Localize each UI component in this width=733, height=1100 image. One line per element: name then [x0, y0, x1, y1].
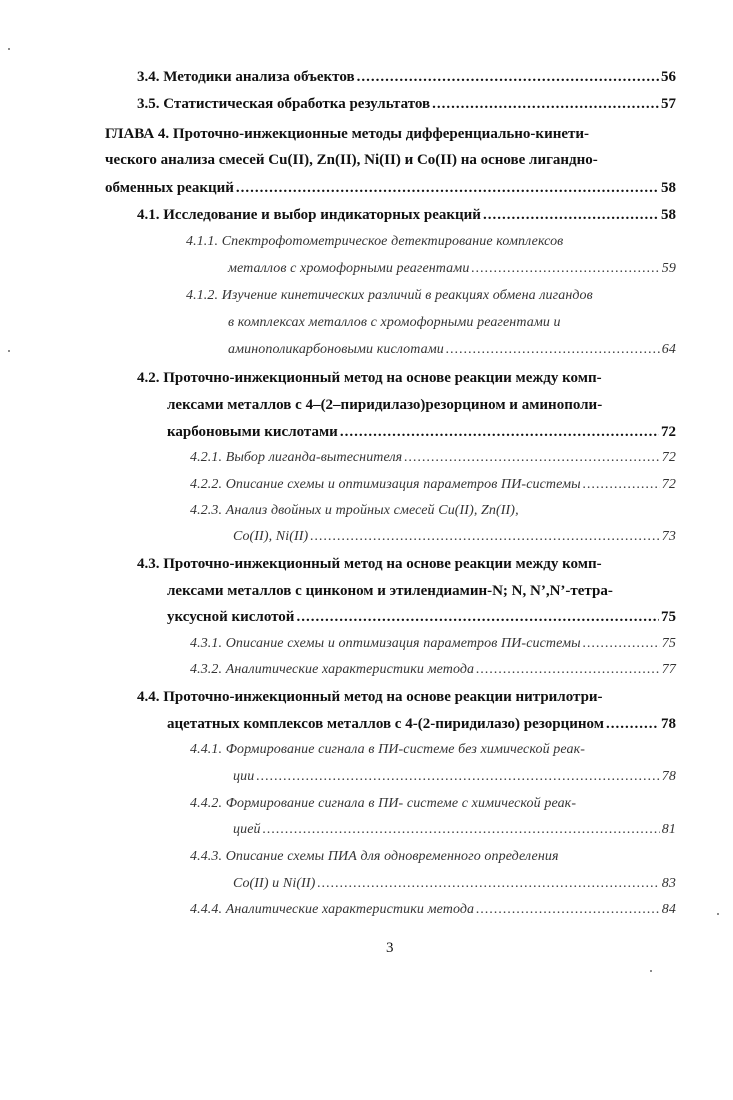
toc-line — [137, 553, 602, 575]
toc-line — [167, 421, 676, 443]
dot-leader — [432, 93, 659, 115]
toc-line — [137, 93, 676, 115]
toc-line — [167, 713, 676, 735]
toc-line — [228, 258, 676, 280]
toc-line — [167, 580, 613, 602]
scan-speck — [8, 48, 10, 50]
toc-page-number: 81 — [661, 822, 676, 837]
toc-page-number: 59 — [661, 261, 676, 276]
dot-leader — [476, 899, 660, 921]
dot-leader — [476, 659, 660, 681]
toc-entry-text: 4.4.4. Аналитические характеристики метода — [190, 902, 475, 917]
toc-page-number: 77 — [661, 662, 676, 677]
toc-line — [228, 312, 561, 334]
dot-leader — [446, 339, 660, 361]
toc-line — [105, 177, 676, 199]
toc-line — [137, 204, 676, 226]
toc-line — [233, 819, 676, 841]
toc-page-number: 73 — [661, 529, 676, 544]
toc-line — [233, 873, 676, 895]
toc-line — [228, 339, 676, 361]
toc-entry-text: 4.2. Проточно-инжекционный метод на основе реакции между комп- — [137, 370, 602, 386]
toc-entry-text: 4.4.3. Описание схемы ПИА для одновременного определения — [190, 849, 559, 864]
toc-entry-text: обменных реакций — [105, 180, 234, 196]
scan-speck — [717, 913, 719, 915]
toc-line — [167, 394, 602, 416]
toc-entry-text: в комплексах металлов с хромофорными реагентами и — [228, 315, 561, 330]
toc-entry-text: 3.4. Методики анализа объектов — [137, 69, 355, 85]
toc-line — [137, 66, 676, 88]
toc-entry-text: 4.1.1. Спектрофотометрическое детектирование комплексов — [186, 234, 564, 249]
toc-page-number: 58 — [661, 180, 676, 196]
dot-leader — [236, 177, 659, 199]
scan-speck — [650, 970, 652, 972]
toc-entry-text: ческого анализа смесей Cu(II), Zn(II), Ni(II) и Co(II) на основе лигандно- — [105, 152, 598, 168]
toc-page-number: 72 — [661, 477, 676, 492]
toc-entry-text: уксусной кислотой — [167, 609, 295, 625]
toc-line — [190, 899, 676, 921]
toc-entry-text: лексами металлов с цинконом и этилендиамин-N; N, N’,N’-тетра- — [167, 583, 613, 599]
toc-line — [190, 846, 559, 868]
toc-page-number: 78 — [661, 769, 676, 784]
toc-line — [105, 149, 598, 171]
toc-page-number: 57 — [661, 96, 676, 112]
toc-line — [233, 526, 676, 548]
toc-entry-text: ГЛАВА 4. Проточно-инжекционные методы дифференциально-кинети- — [105, 126, 590, 142]
dot-leader — [583, 474, 660, 496]
toc-line — [190, 793, 576, 815]
toc-entry-text: металлов с хромофорными реагентами — [228, 261, 470, 276]
dot-leader — [404, 447, 660, 469]
toc-line — [186, 231, 563, 253]
toc-line — [190, 633, 676, 655]
toc-entry-text: 4.4.2. Формирование сигнала в ПИ- системе с химической реак- — [190, 796, 577, 811]
toc-entry-text: 4.4.1. Формирование сигнала в ПИ-системе без химической реак- — [190, 742, 586, 757]
page-number: 3 — [386, 940, 394, 956]
dot-leader — [357, 66, 659, 88]
dot-leader — [296, 606, 659, 628]
toc-page-number: 58 — [661, 207, 676, 223]
toc-page-number: 83 — [661, 876, 676, 891]
dot-leader — [256, 766, 659, 788]
toc-line — [233, 766, 676, 788]
toc-entry-text: лексами металлов с 4–(2–пиридилазо)резорцином и аминополи- — [167, 397, 603, 413]
toc-entry-text: 4.2.2. Описание схемы и оптимизация параметров ПИ-системы — [190, 477, 581, 492]
toc-entry-text: 4.3.2. Аналитические характеристики метода — [190, 662, 475, 677]
toc-entry-text: 4.1.2. Изучение кинетических различий в реакциях обмена лигандов — [186, 288, 593, 303]
toc-line — [167, 606, 676, 628]
toc-line — [137, 367, 602, 389]
toc-entry-text: 4.3. Проточно-инжекционный метод на основе реакции между комп- — [137, 556, 602, 572]
toc-line — [105, 123, 589, 145]
dot-leader — [583, 633, 660, 655]
toc-entry-text: 3.5. Статистическая обработка результатов — [137, 96, 431, 112]
toc-line — [190, 659, 676, 681]
toc-entry-text: карбоновыми кислотами — [167, 424, 338, 440]
toc-entry-text: 4.1. Исследование и выбор индикаторных реакций — [137, 207, 481, 223]
toc-page-number: 56 — [661, 69, 676, 85]
toc-line — [137, 686, 603, 708]
dot-leader — [471, 258, 659, 280]
toc-line — [190, 447, 676, 469]
toc-page-number: 84 — [661, 902, 676, 917]
toc-page-number: 78 — [661, 716, 676, 732]
dot-leader — [340, 421, 659, 443]
toc-entry-text: цией — [233, 822, 261, 837]
toc-entry-text: ции — [233, 769, 255, 784]
toc-page-number: 75 — [661, 636, 676, 651]
dot-leader — [606, 713, 659, 735]
toc-line — [190, 739, 585, 761]
toc-entry-text: аминополикарбоновыми кислотами — [228, 342, 444, 357]
dot-leader — [483, 204, 659, 226]
dot-leader — [310, 526, 660, 548]
toc-entry-text: 4.4. Проточно-инжекционный метод на основе реакции нитрилотри- — [137, 689, 603, 705]
toc-line — [190, 474, 676, 496]
toc-page-number: 72 — [661, 450, 676, 465]
toc-line — [186, 285, 593, 307]
toc-entry-text: 4.2.3. Анализ двойных и тройных смесей Cu(II), Zn(II), — [190, 503, 519, 518]
toc-line — [190, 500, 519, 522]
toc-entry-text: Co(II), Ni(II) — [233, 529, 309, 544]
toc-page-number: 72 — [661, 424, 676, 440]
toc-entry-text: ацетатных комплексов металлов с 4-(2-пиридилазо) резорцином — [167, 716, 604, 732]
scan-speck — [8, 350, 10, 352]
toc-entry-text: Co(II) и Ni(II) — [233, 876, 316, 891]
toc-entry-text: 4.2.1. Выбор лиганда-вытеснителя — [190, 450, 403, 465]
dot-leader — [263, 819, 660, 841]
toc-page-number: 64 — [661, 342, 676, 357]
toc-page-number: 75 — [661, 609, 676, 625]
dot-leader — [317, 873, 659, 895]
toc-entry-text: 4.3.1. Описание схемы и оптимизация параметров ПИ-системы — [190, 636, 581, 651]
